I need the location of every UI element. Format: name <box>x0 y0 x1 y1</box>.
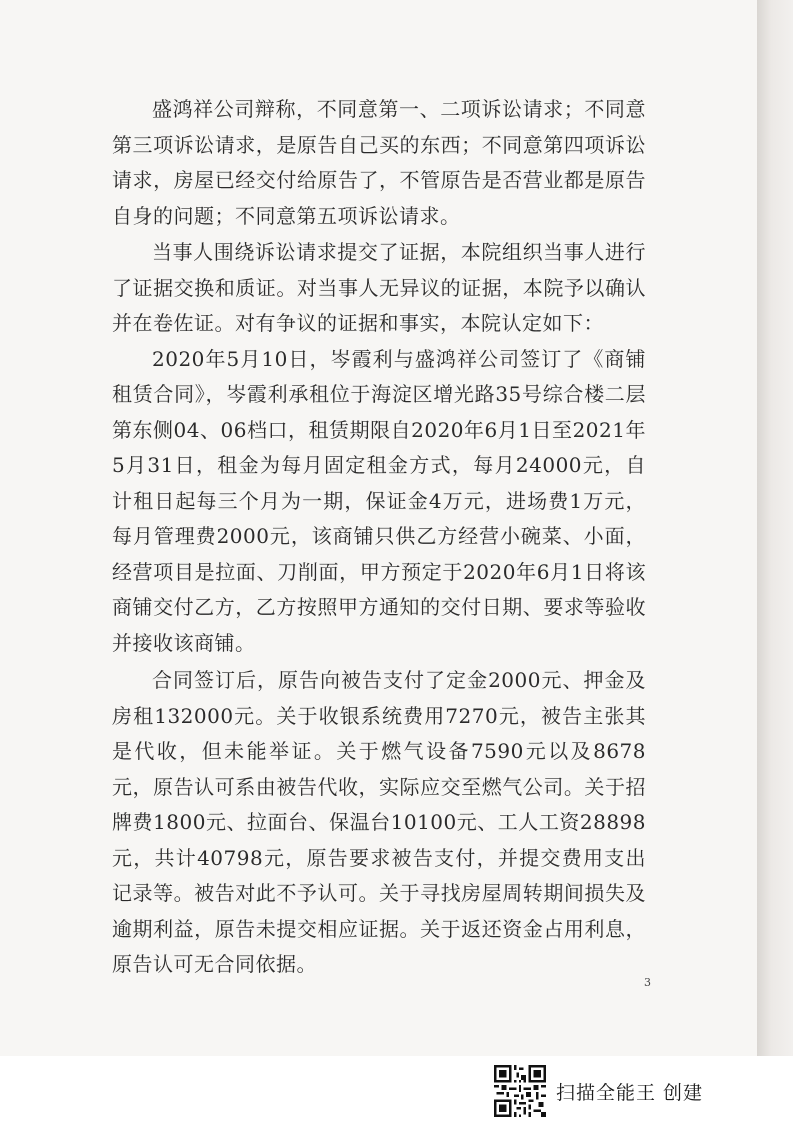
paragraph-evidence: 当事人围绕诉讼请求提交了证据，本院组织当事人进行了证据交换和质证。对当事人无异议的证据，本院予以确认并在卷佐证。对有争议的证据和事实，本院认定如下： <box>112 240 646 335</box>
paragraph-defense: 盛鸿祥公司辩称，不同意第一、二项诉讼请求；不同意第三项诉讼请求，是原告自己买的东西；不同意第四项诉讼请求，房屋已经交付给原告了，不管原告是否营业都是原告自身的问题；不同意第五项诉讼请求。 <box>112 97 646 228</box>
page-number: 3 <box>644 976 651 989</box>
page-edge-shadow <box>757 0 793 1058</box>
scanner-watermark <box>494 1064 703 1118</box>
paragraph-contract: 2020年5月10日，岑霞利与盛鸿祥公司签订了《商铺租赁合同》，岑霞利承租位于海淀区增光路35号综合楼二层第东侧04、06档口，租赁期限自2020年6月1日至2021年5月31日，租金为每月固定租金方式，每月24000元，自计租日起每三个月为一期，保证金4万元，进场费1万元，每月管理费2000元，该商铺只供乙方经营小碗菜、小面，经营项目是拉面、刀削面，甲方预定于2020年6月1日将该商铺交付乙方，乙方按照甲方通知的交付日期、要求等验收并接收该商铺。 <box>112 346 646 655</box>
paragraph-payments: 合同签订后，原告向被告支付了定金2000元、押金及房租132000元。关于收银系统费用7270元，被告主张其是代收，但未能举证。关于燃气设备7590元以及8678元，原告认可系由被告代收，实际应交至燃气公司。关于招牌费1800元、拉面台、保温台10100元、工人工资28898元，共计40798元，原告要求被告支付，并提交费用支出记录等。被告对此不予认可。关于寻找房屋周转期间损失及逾期利益，原告未提交相应证据。关于返还资金占用利息，原告认可无合同依据。 <box>112 668 646 976</box>
qr-code-icon <box>494 1065 546 1117</box>
document-body <box>112 92 646 983</box>
scanner-app-label: 扫描全能王 创建 <box>556 1081 704 1104</box>
